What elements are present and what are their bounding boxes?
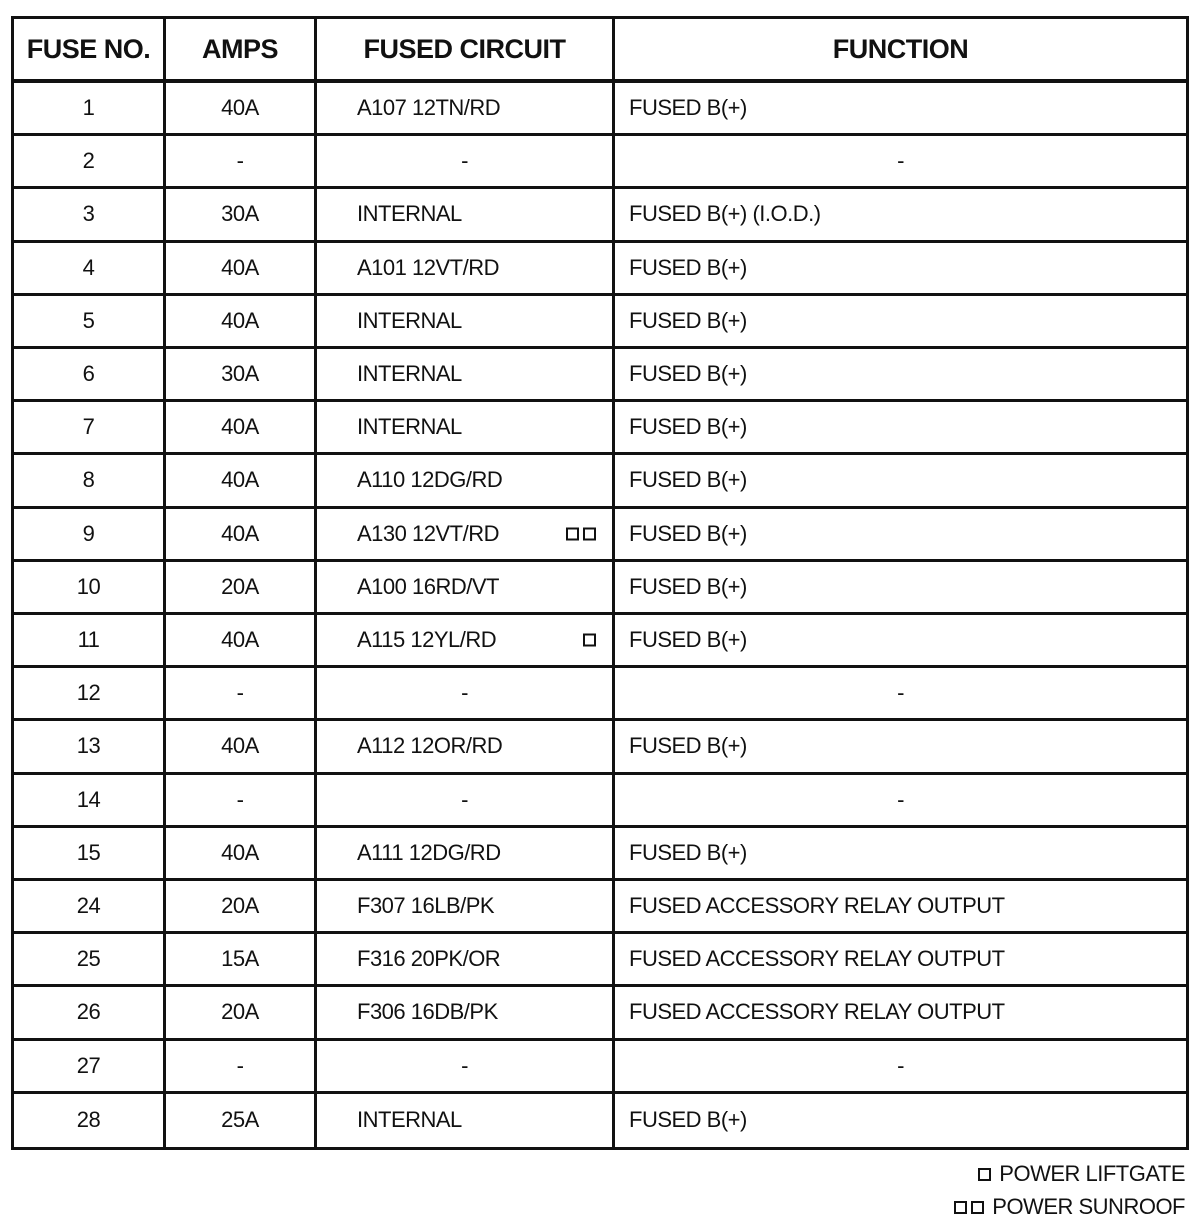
- cell-amps-text: 40A: [221, 95, 259, 121]
- cell-amps-text: 40A: [221, 520, 259, 546]
- cell-function-text: FUSED B(+): [629, 95, 747, 121]
- cell-function: [615, 828, 1186, 881]
- cell-function: [615, 509, 1186, 562]
- cell-function-text: -: [897, 786, 904, 812]
- cell-amps: [166, 296, 317, 349]
- cell-function: [615, 1094, 1186, 1147]
- cell-fused-circuit: [317, 721, 615, 774]
- cell-function-text: FUSED ACCESSORY RELAY OUTPUT: [629, 999, 1005, 1025]
- cell-amps: [166, 828, 317, 881]
- cell-fused-circuit-text: A101 12VT/RD: [357, 254, 499, 280]
- cell-amps: [166, 1094, 317, 1147]
- cell-fuse-no-text: 10: [76, 573, 101, 599]
- cell-fuse-no: [14, 509, 166, 562]
- cell-function-text: -: [897, 148, 904, 174]
- cell-amps-text: -: [236, 786, 244, 812]
- cell-fuse-no: [14, 934, 166, 987]
- cell-amps-text: -: [236, 1052, 244, 1078]
- cell-fuse-no: [14, 189, 166, 242]
- cell-fused-circuit-text: INTERNAL: [357, 414, 462, 440]
- cell-function-text: -: [897, 680, 904, 706]
- cell-fused-circuit-text: A111 12DG/RD: [357, 839, 501, 865]
- cell-amps: [166, 402, 317, 455]
- cell-amps: [166, 189, 317, 242]
- cell-fused-circuit: [317, 881, 615, 934]
- cell-fuse-no-text: 9: [82, 520, 95, 546]
- cell-fuse-no-text: 24: [76, 893, 101, 919]
- header-fused-circuit: FUSED CIRCUIT: [317, 19, 615, 83]
- cell-fused-circuit-text: -: [461, 786, 468, 812]
- cell-fuse-no: [14, 1041, 166, 1094]
- cell-amps-text: 20A: [221, 999, 259, 1025]
- cell-function: [615, 455, 1186, 508]
- cell-fuse-no: [14, 775, 166, 828]
- cell-fused-circuit: [317, 668, 615, 721]
- cell-fuse-no: [14, 881, 166, 934]
- cell-fuse-no: [14, 83, 166, 136]
- cell-amps-text: 15A: [221, 946, 259, 972]
- cell-function-text: FUSED B(+): [629, 361, 747, 387]
- cell-function: [615, 881, 1186, 934]
- cell-function-text: FUSED B(+): [629, 573, 747, 599]
- cell-amps: [166, 349, 317, 402]
- cell-fused-circuit: [317, 1041, 615, 1094]
- cell-fuse-no: [14, 1094, 166, 1147]
- cell-fuse-no-text: 27: [76, 1052, 101, 1078]
- cell-function: [615, 1041, 1186, 1094]
- cell-fused-circuit-text: A130 12VT/RD: [357, 520, 499, 546]
- cell-fuse-no-text: 28: [76, 1107, 101, 1133]
- cell-fused-circuit: [317, 455, 615, 508]
- cell-fuse-no-text: 7: [82, 414, 95, 440]
- cell-fuse-no-text: 25: [76, 946, 101, 972]
- cell-amps: [166, 881, 317, 934]
- cell-function: [615, 615, 1186, 668]
- cell-fuse-no: [14, 243, 166, 296]
- cell-fused-circuit-text: -: [461, 148, 468, 174]
- cell-fused-circuit-text: A100 16RD/VT: [357, 573, 499, 599]
- legend-label: POWER SUNROOF: [992, 1194, 1185, 1219]
- cell-fuse-no-text: 1: [82, 95, 95, 121]
- cell-fused-circuit: [317, 136, 615, 189]
- cell-fused-circuit-text: A107 12TN/RD: [357, 95, 501, 121]
- cell-function-text: FUSED B(+): [629, 839, 747, 865]
- cell-amps-text: 30A: [221, 201, 259, 227]
- cell-amps: [166, 775, 317, 828]
- double-square-icon: [954, 1201, 984, 1214]
- cell-function: [615, 136, 1186, 189]
- cell-fused-circuit: [317, 243, 615, 296]
- cell-fuse-no: [14, 296, 166, 349]
- cell-function-text: FUSED B(+): [629, 254, 747, 280]
- cell-amps: [166, 562, 317, 615]
- cell-fuse-no-text: 3: [82, 201, 95, 227]
- cell-fuse-no: [14, 349, 166, 402]
- cell-function-text: FUSED ACCESSORY RELAY OUTPUT: [629, 946, 1005, 972]
- header-function: FUNCTION: [615, 19, 1186, 83]
- cell-function: [615, 721, 1186, 774]
- cell-amps: [166, 1041, 317, 1094]
- cell-fuse-no-text: 4: [82, 254, 95, 280]
- cell-fused-circuit: [317, 987, 615, 1040]
- cell-fused-circuit: [317, 615, 615, 668]
- cell-fused-circuit: [317, 189, 615, 242]
- cell-function: [615, 83, 1186, 136]
- power-sunroof-marker-icon: [566, 527, 596, 540]
- cell-fused-circuit-text: A110 12DG/RD: [357, 467, 503, 493]
- cell-fused-circuit-text: INTERNAL: [357, 201, 462, 227]
- cell-amps-text: 40A: [221, 733, 259, 759]
- cell-fused-circuit-text: INTERNAL: [357, 361, 462, 387]
- cell-fuse-no-text: 13: [76, 733, 101, 759]
- cell-amps: [166, 455, 317, 508]
- cell-fuse-no-text: 11: [77, 627, 100, 653]
- cell-amps: [166, 136, 317, 189]
- cell-fused-circuit-text: F306 16DB/PK: [357, 999, 498, 1025]
- cell-fused-circuit-text: INTERNAL: [357, 307, 462, 333]
- legend-power-sunroof: [954, 1194, 1185, 1220]
- cell-amps-text: 25A: [221, 1107, 259, 1133]
- cell-fuse-no: [14, 668, 166, 721]
- cell-fused-circuit-text: -: [461, 1052, 468, 1078]
- cell-amps-text: 40A: [221, 414, 259, 440]
- header-fuse-no: FUSE NO.: [14, 19, 166, 83]
- cell-amps-text: 20A: [221, 893, 259, 919]
- cell-fused-circuit: [317, 1094, 615, 1147]
- cell-amps: [166, 509, 317, 562]
- cell-amps: [166, 987, 317, 1040]
- cell-function-text: FUSED ACCESSORY RELAY OUTPUT: [629, 893, 1005, 919]
- cell-fuse-no: [14, 136, 166, 189]
- cell-fused-circuit: [317, 402, 615, 455]
- cell-fused-circuit-text: F316 20PK/OR: [357, 946, 501, 972]
- cell-fused-circuit: [317, 296, 615, 349]
- cell-amps-text: 40A: [221, 254, 259, 280]
- cell-fused-circuit: [317, 562, 615, 615]
- cell-fuse-no: [14, 721, 166, 774]
- cell-amps: [166, 83, 317, 136]
- cell-amps-text: 40A: [221, 627, 259, 653]
- cell-amps-text: 40A: [221, 839, 259, 865]
- cell-amps-text: -: [236, 680, 244, 706]
- cell-amps-text: 30A: [221, 361, 259, 387]
- cell-function-text: FUSED B(+): [629, 627, 747, 653]
- cell-function: [615, 402, 1186, 455]
- cell-fused-circuit: [317, 509, 615, 562]
- cell-amps: [166, 615, 317, 668]
- cell-amps-text: -: [236, 148, 244, 174]
- cell-function-text: FUSED B(+): [629, 733, 747, 759]
- cell-fuse-no-text: 8: [82, 467, 95, 493]
- cell-function-text: FUSED B(+): [629, 467, 747, 493]
- cell-fuse-no: [14, 828, 166, 881]
- header-amps: AMPS: [166, 19, 317, 83]
- cell-amps-text: 20A: [221, 573, 259, 599]
- fuse-table: [11, 16, 1189, 1150]
- cell-fused-circuit: [317, 934, 615, 987]
- cell-fused-circuit: [317, 828, 615, 881]
- cell-amps: [166, 668, 317, 721]
- cell-amps: [166, 243, 317, 296]
- cell-function-text: FUSED B(+): [629, 414, 747, 440]
- cell-function: [615, 987, 1186, 1040]
- legend-power-liftgate: [978, 1161, 1185, 1187]
- cell-fuse-no-text: 15: [76, 839, 101, 865]
- cell-fused-circuit: [317, 349, 615, 402]
- cell-amps-text: 40A: [221, 307, 259, 333]
- legend-label: POWER LIFTGATE: [999, 1161, 1185, 1186]
- cell-function: [615, 296, 1186, 349]
- cell-function-text: FUSED B(+): [629, 520, 747, 546]
- cell-fuse-no-text: 5: [82, 307, 95, 333]
- cell-fuse-no: [14, 455, 166, 508]
- cell-fused-circuit: [317, 83, 615, 136]
- power-liftgate-marker-icon: [583, 634, 596, 647]
- cell-function: [615, 189, 1186, 242]
- cell-amps-text: 40A: [221, 467, 259, 493]
- cell-function-text: FUSED B(+): [629, 1107, 747, 1133]
- cell-function: [615, 562, 1186, 615]
- cell-fuse-no: [14, 987, 166, 1040]
- cell-fuse-no-text: 2: [82, 148, 95, 174]
- cell-fuse-no-text: 26: [76, 999, 101, 1025]
- cell-amps: [166, 934, 317, 987]
- cell-fused-circuit: [317, 775, 615, 828]
- cell-function: [615, 934, 1186, 987]
- single-square-icon: [978, 1168, 991, 1181]
- cell-function: [615, 668, 1186, 721]
- cell-fuse-no-text: 12: [76, 680, 101, 706]
- cell-function: [615, 775, 1186, 828]
- cell-function: [615, 349, 1186, 402]
- cell-fused-circuit-text: A112 12OR/RD: [357, 733, 503, 759]
- cell-fuse-no: [14, 562, 166, 615]
- cell-function: [615, 243, 1186, 296]
- cell-function-text: -: [897, 1052, 904, 1078]
- cell-fused-circuit-text: F307 16LB/PK: [357, 893, 495, 919]
- cell-fused-circuit-text: -: [461, 680, 468, 706]
- cell-amps: [166, 721, 317, 774]
- cell-function-text: FUSED B(+): [629, 307, 747, 333]
- cell-fuse-no-text: 6: [82, 361, 95, 387]
- cell-function-text: FUSED B(+) (I.O.D.): [629, 201, 821, 227]
- cell-fuse-no: [14, 402, 166, 455]
- cell-fused-circuit-text: INTERNAL: [357, 1107, 462, 1133]
- cell-fused-circuit-text: A115 12YL/RD: [357, 627, 497, 653]
- cell-fuse-no: [14, 615, 166, 668]
- cell-fuse-no-text: 14: [76, 786, 101, 812]
